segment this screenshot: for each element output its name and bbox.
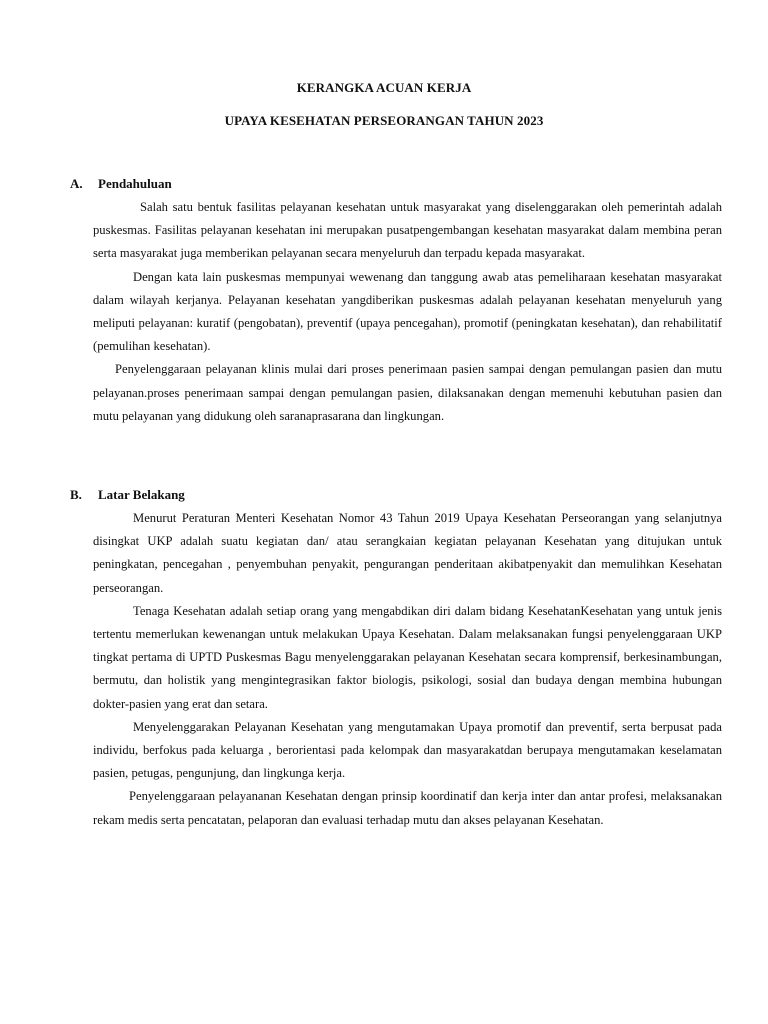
section-b-paragraph-1: Menurut Peraturan Menteri Kesehatan Nomor 43 Tahun 2019 Upaya Kesehatan Perseorangan yang selanjutnya disingkat UKP adalah suatu kegiatan dan/ atau serangkaian kegiatan pelayanan Kesehatan yang ditujukan untuk peningkatan, pencegahan , penyembuhan penyakit, pengurangan penderitaan akibatpenyakit dan memulihkan Kesehatan perseorangan.	[93, 511, 722, 595]
section-a-heading	[70, 176, 172, 192]
document-title: KERANGKA ACUAN KERJA	[296, 80, 472, 95]
document-subtitle: UPAYA KESEHATAN PERSEORANGAN TAHUN 2023	[224, 113, 544, 128]
section-b-heading	[70, 487, 185, 503]
section-b-paragraph-3: Menyelenggarakan Pelayanan Kesehatan yang mengutamakan Upaya promotif dan preventif, serta berpusat pada individu, berfokus pada keluarga , berorientasi pada kelompak dan masyarakatdan berupaya mengutamakan keselamatan pasien, petugas, pengunjung, dan lingkunga kerja.	[93, 719, 722, 781]
section-a-letter: A.	[70, 176, 83, 191]
section-b-paragraph-4: Penyelenggaraan pelayananan Kesehatan dengan prinsip koordinatif dan kerja inter dan antar profesi, melaksanakan rekam medis serta pencatatan, pelaporan dan evaluasi terhadap mutu dan akses pelayanan Kesehatan.	[93, 789, 722, 827]
section-a-paragraph-1: Salah satu bentuk fasilitas pelayanan kesehatan untuk masyarakat yang diselenggarakan oleh pemerintah adalah puskesmas. Fasilitas pelayanan kesehatan ini merupakan pusatpengembangan kesehatan masyarakat dalam membina peran serta masyarakat juga memberikan pelayanan secara menyeluruh dan terpadu kepada masyarakat.	[93, 200, 722, 261]
section-b-letter: B.	[70, 487, 82, 502]
section-b-paragraph-2: Tenaga Kesehatan adalah setiap orang yang mengabdikan diri dalam bidang KesehatanKesehatan yang untuk jenis tertentu memerlukan kewenangan untuk melakukan Upaya Kesehatan. Dalam melaksanakan fungsi penyelenggaraan UKP tingkat pertama di UPTD Puskesmas Bagu menyelenggarakan pelayanan Kesehatan secara komprensif, berkesinambungan, bermutu, dan holistik yang mengintegrasikan faktor biologis, psikologi, sosial dan budaya dengan membina hubungan dokter-pasien yang erat dan setara.	[93, 603, 722, 711]
section-a-paragraph-3: Penyelenggaraan pelayanan klinis mulai dari proses penerimaan pasien sampai dengan pemulangan pasien dan mutu pelayanan.proses penerimaan sampai dengan pemulangan pasien, dilaksanakan dengan memenuhi kebutuhan pasien dan mutu pelayanan yang didukung oleh saranaprasarana dan lingkungan.	[93, 362, 722, 423]
section-a-body	[93, 196, 722, 428]
section-b-title: Latar Belakang	[98, 487, 185, 502]
section-a-title: Pendahuluan	[98, 176, 172, 191]
section-a-paragraph-2: Dengan kata lain puskesmas mempunyai wewenang dan tanggung awab atas pemeliharaan kesehatan masyarakat dalam wilayah kerjanya. Pelayanan kesehatan yangdiberikan puskesmas adalah pelayanan kesehatan menyeluruh yang meliputi pelayanan: kuratif (pengobatan), preventif (upaya pencegahan), promotif (peningkatan kesehatan), dan rehabilitatif (pemulihan kesehatan).	[93, 269, 722, 354]
section-b-body	[93, 507, 722, 832]
